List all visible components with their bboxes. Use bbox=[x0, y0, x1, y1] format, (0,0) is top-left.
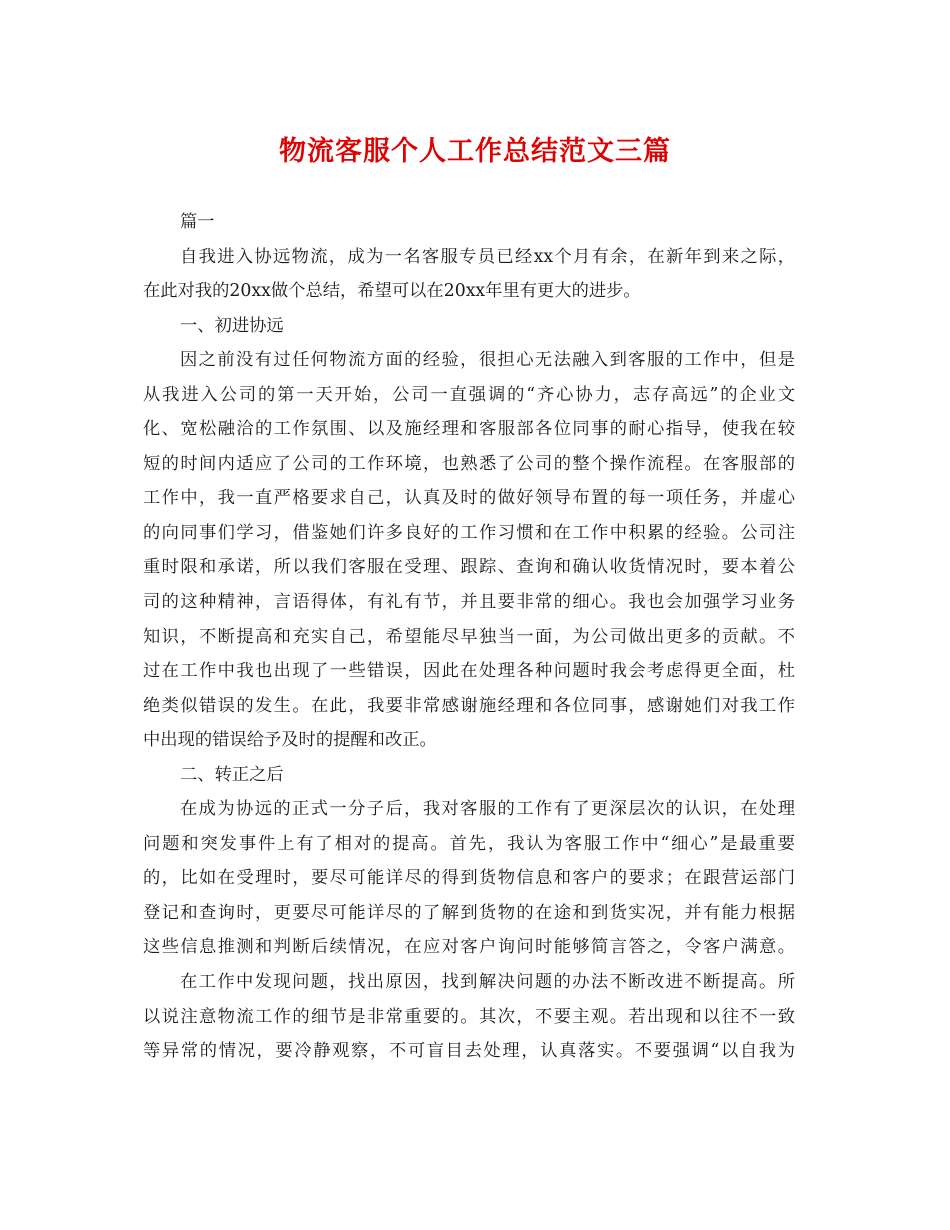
document-body bbox=[143, 205, 795, 1069]
paragraph-line: 的向同事们学习，借鉴她们许多良好的工作习惯和在工作中积累的经验。公司注 bbox=[143, 522, 795, 543]
paragraph-line: 绝类似错误的发生。在此，我要非常感谢施经理和各位同事，感谢她们对我工作 bbox=[143, 695, 795, 716]
paragraph-line: 短的时间内适应了公司的工作环境，也熟悉了公司的整个操作流程。在客服部的 bbox=[143, 453, 795, 474]
paragraph-line: 过在工作中我也出现了一些错误，因此在处理各种问题时我会考虑得更全面，杜 bbox=[143, 661, 795, 682]
paragraph-line: 等异常的情况，要冷静观察，不可盲目去处理，认真落实。不要强调“以自我为 bbox=[143, 1041, 795, 1062]
paragraph-line: 重时限和承诺，所以我们客服在受理、跟踪、查询和确认收货情况时，要本着公 bbox=[143, 557, 795, 578]
paragraph-line: 篇一 bbox=[180, 212, 215, 232]
paragraph-line: 知识，不断提高和充实自己，希望能尽早独当一面，为公司做出更多的贡献。不 bbox=[143, 626, 795, 647]
document-title: 物流客服个人工作总结范文三篇 bbox=[279, 136, 671, 167]
paragraph-line: 二、转正之后 bbox=[180, 764, 284, 785]
paragraph-line: 工作中，我一直严格要求自己，认真及时的做好领导布置的每一项任务，并虚心 bbox=[143, 488, 795, 509]
paragraph-line: 化、宽松融洽的工作氛围、以及施经理和客服部各位同事的耐心指导，使我在较 bbox=[143, 419, 795, 440]
paragraph-line: 登记和查询时，更要尽可能详尽的了解到货物的在途和到货实况，并有能力根据 bbox=[143, 902, 795, 923]
paragraph-line: 在此对我的20xx做个总结，希望可以在20xx年里有更大的进步。 bbox=[143, 281, 641, 302]
paragraph-line: 因之前没有过任何物流方面的经验，很担心无法融入到客服的工作中，但是 bbox=[180, 350, 795, 371]
paragraph-line: 在工作中发现问题，找出原因，找到解决问题的办法不断改进不断提高。所 bbox=[180, 972, 795, 993]
paragraph-line: 这些信息推测和判断后续情况，在应对客户询问时能够简言答之，令客户满意。 bbox=[143, 937, 795, 958]
paragraph-line: 司的这种精神，言语得体，有礼有节，并且要非常的细心。我也会加强学习业务 bbox=[143, 592, 795, 613]
paragraph-line: 以说注意物流工作的细节是非常重要的。其次，不要主观。若出现和以往不一致 bbox=[143, 1006, 795, 1027]
paragraph-line: 一、初进协远 bbox=[180, 315, 284, 336]
paragraph-line: 的，比如在受理时，要尽可能详尽的得到货物信息和客户的要求；在跟营运部门 bbox=[143, 868, 795, 889]
paragraph-line: 在成为协远的正式一分子后，我对客服的工作有了更深层次的认识，在处理 bbox=[180, 799, 795, 820]
paragraph-line: 自我进入协远物流，成为一名客服专员已经xx个月有余，在新年到来之际， bbox=[180, 246, 795, 267]
paragraph-line: 从我进入公司的第一天开始，公司一直强调的“齐心协力，志存高远”的企业文 bbox=[143, 384, 795, 405]
paragraph-line: 问题和突发事件上有了相对的提高。首先，我认为客服工作中“细心”是最重要 bbox=[143, 833, 795, 854]
paragraph-line: 中出现的错误给予及时的提醒和改正。 bbox=[143, 730, 437, 751]
